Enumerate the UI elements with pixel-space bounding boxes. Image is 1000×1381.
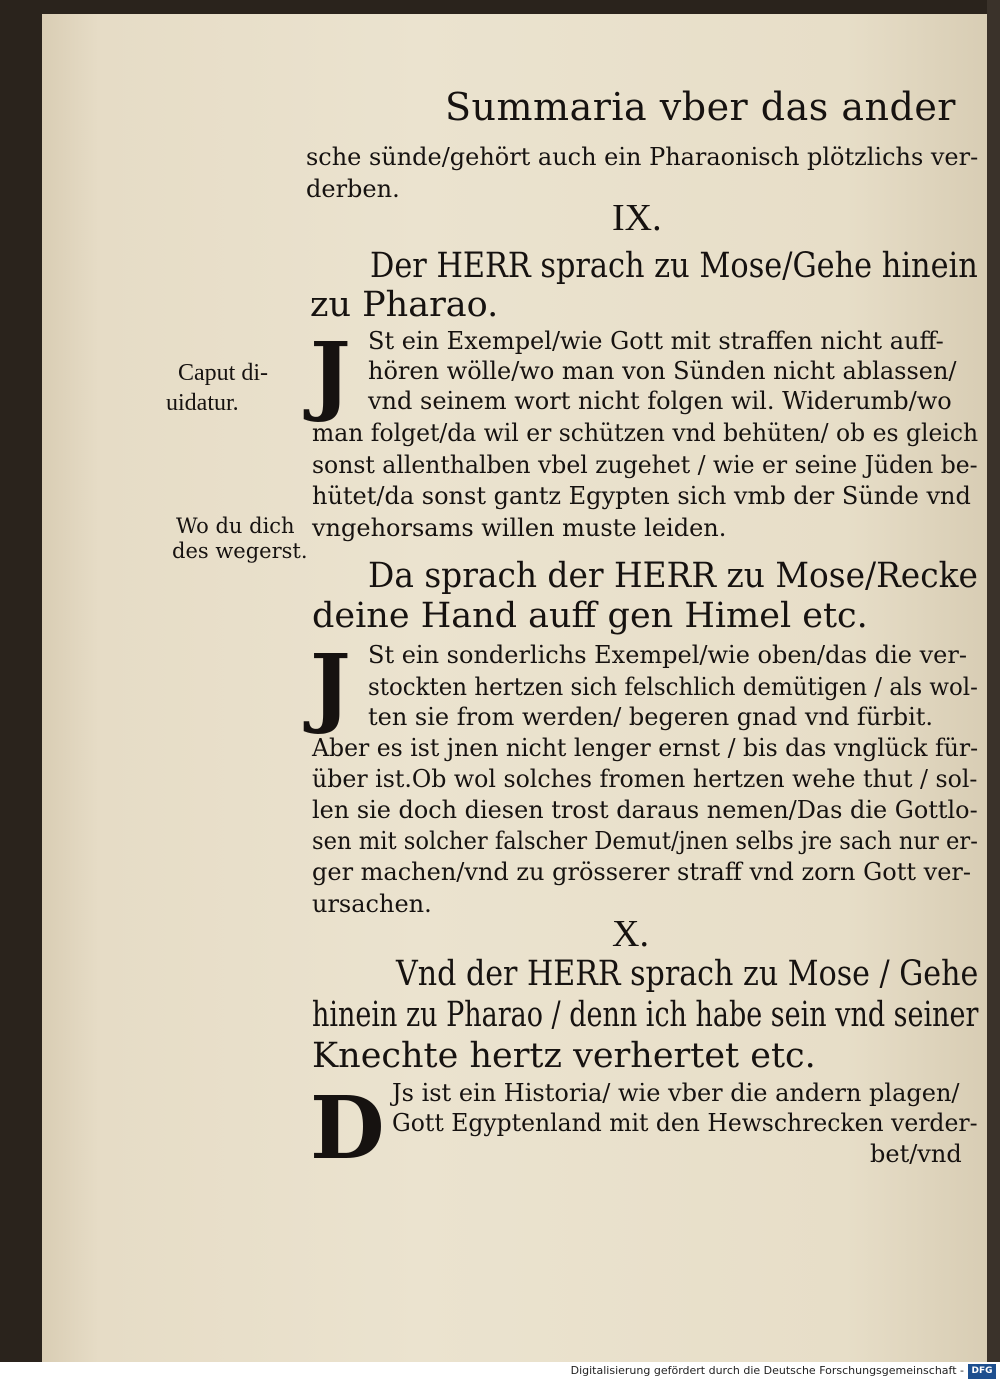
marginal-note: des wegerst.: [172, 539, 308, 563]
section-heading: Der HERR sprach zu Mose/Gehe hinein: [370, 246, 978, 286]
marginal-note: Caput di-: [178, 360, 268, 386]
text-line: hütet/da sonst gantz Egypten sich vmb der Sünde vnd: [312, 482, 971, 510]
book-binding-edge: [987, 0, 1000, 1362]
text-line: St ein Exempel/wie Gott mit straffen nicht auff-: [368, 327, 944, 355]
text-line: Js ist ein Historia/ wie vber die andern plagen/: [392, 1079, 960, 1107]
footer-bar: [0, 1362, 1000, 1381]
text-line: über ist.Ob wol solches fromen hertzen wehe thut / sol-: [312, 765, 978, 793]
dfg-logo[interactable]: DFG: [968, 1364, 996, 1379]
text-line: vngehorsams willen muste leiden.: [312, 514, 727, 542]
text-line: Aber es ist jnen nicht lenger ernst / bis das vnglück für-: [312, 734, 979, 762]
text-line: sche sünde/gehört auch ein Pharaonisch plötzlichs ver-: [306, 143, 979, 171]
text-line: hören wölle/wo man von Sünden nicht ablassen/: [368, 357, 957, 385]
drop-cap: D: [310, 1078, 385, 1179]
text-line: ursachen.: [312, 890, 432, 918]
drop-cap: J: [310, 636, 351, 737]
text-line: stockten hertzen sich felschlich demütigen / als wol-: [368, 673, 978, 701]
marginal-note: uidatur.: [166, 390, 239, 416]
marginal-note: Wo du dich: [176, 514, 295, 538]
section-heading: Vnd der HERR sprach zu Mose / Gehe: [396, 954, 979, 994]
text-line: bet/vnd: [870, 1140, 962, 1168]
section-heading: deine Hand auff gen Himel etc.: [312, 596, 868, 636]
text-line: ger machen/vnd zu grösserer straff vnd zorn Gott ver-: [312, 858, 971, 886]
section-numeral: X.: [612, 913, 649, 955]
section-numeral: IX.: [612, 197, 662, 239]
text-line: ten sie from werden/ begeren gnad vnd fürbit.: [368, 703, 934, 731]
text-line: sonst allenthalben vbel zugehet / wie er seine Jüden be-: [312, 451, 978, 479]
section-heading: Knechte hertz verhertet etc.: [312, 1036, 816, 1076]
text-line: derben.: [306, 175, 400, 203]
section-heading: hinein zu Pharao / denn ich habe sein vnd seiner: [312, 995, 979, 1035]
text-line: St ein sonderlichs Exempel/wie oben/das die ver-: [368, 641, 967, 669]
text-line: vnd seinem wort nicht folgen wil. Widerumb/wo: [368, 387, 952, 415]
section-heading: Da sprach der HERR zu Mose/Recke: [368, 556, 978, 596]
text-line: man folget/da wil er schützen vnd behüten/ ob es gleich: [312, 419, 979, 447]
text-line: sen mit solcher falscher Demut/jnen selbs jre sach nur er-: [312, 827, 978, 855]
funding-credit: Digitalisierung gefördert durch die Deutsche Forschungsgemeinschaft -: [570, 1364, 964, 1377]
section-heading: zu Pharao.: [310, 285, 499, 325]
running-header: Summaria vber das ander: [445, 85, 956, 129]
text-line: Gott Egyptenland mit den Hewschrecken verder-: [392, 1109, 978, 1137]
drop-cap: J: [310, 324, 351, 425]
text-line: len sie doch diesen trost daraus nemen/Das die Gottlo-: [312, 796, 978, 824]
